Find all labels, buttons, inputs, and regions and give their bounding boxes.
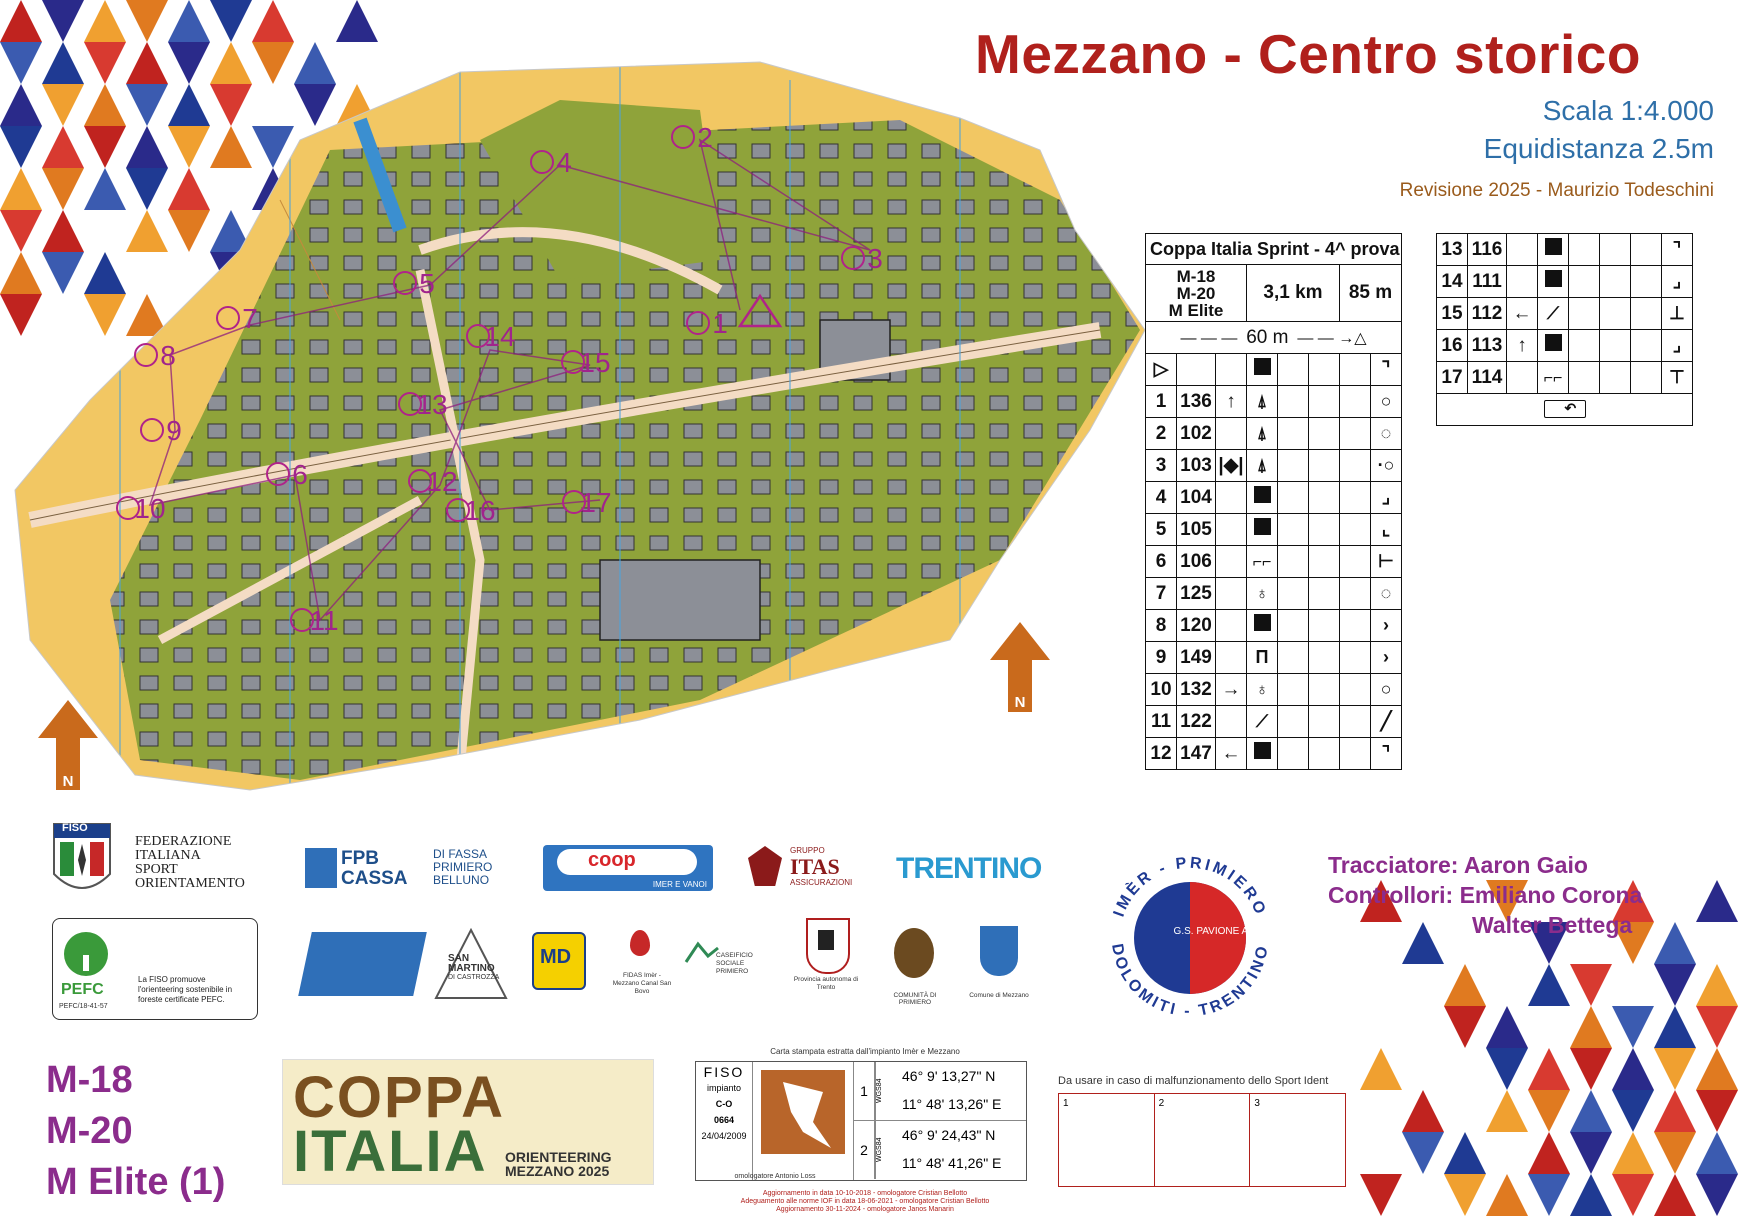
coppa-italia-logo: COPPA ITALIA ORIENTEERING MEZZANO 2025 (282, 1059, 654, 1185)
control-location: ·○ (1371, 450, 1402, 482)
course-setter: Tracciatore: Aaron Gaio (1328, 852, 1588, 878)
backup-box-1[interactable]: 1 (1059, 1094, 1155, 1186)
control-row (1146, 738, 1402, 770)
control-row (1146, 450, 1402, 482)
control-number-3: 3 (867, 243, 883, 274)
control-number-13: 13 (416, 389, 448, 420)
md-logo: MD (532, 932, 586, 990)
control-number-10: 10 (134, 493, 166, 524)
itas-logo: GRUPPO ITAS ASSICURAZIONI (748, 846, 874, 890)
trentino-logo: TRENTINO (896, 852, 1042, 885)
control-feature: ⍋ (1247, 386, 1278, 418)
control-number: 14 (1437, 266, 1468, 298)
control-number-16: 16 (464, 495, 496, 526)
control-which: ↑ (1216, 386, 1247, 418)
control-number: 3 (1146, 450, 1177, 482)
control-location: ◌ (1371, 418, 1402, 450)
san-martino-logo: SAN MARTINO DI CASTROZZA (434, 928, 508, 1000)
course-climb: 85 m (1340, 265, 1402, 322)
control-number-11: 11 (309, 605, 339, 636)
control-code: 114 (1468, 362, 1507, 394)
categories-label (46, 1055, 225, 1208)
control-row (1146, 418, 1402, 450)
control-which (1216, 642, 1247, 674)
control-number-4: 4 (556, 147, 572, 178)
control-feature (1247, 514, 1278, 546)
control-code: 125 (1177, 578, 1216, 610)
orienteering-map (0, 0, 1160, 800)
control-feature (1538, 330, 1569, 362)
control-which (1216, 546, 1247, 578)
control-number-6: 6 (292, 459, 308, 490)
control-number: 6 (1146, 546, 1177, 578)
control-location: ⌟ (1662, 330, 1693, 362)
control-row (1437, 266, 1693, 298)
control-code: 106 (1177, 546, 1216, 578)
fiso-name: FEDERAZIONE ITALIANA SPORT ORIENTAMENTO (135, 834, 245, 891)
control-number-15: 15 (579, 347, 611, 378)
provincia-trento-logo: Provincia autonoma di Trento (796, 918, 856, 1008)
revision-note: Revisione 2025 - Maurizio Todeschini (1399, 180, 1714, 201)
control-feature (1247, 482, 1278, 514)
comune-mezzano-logo: Comune di Mezzano (968, 926, 1030, 1006)
pefc-box: PEFC PEFC/18-41-57 La FISO promuove l'orienteering sostenibile in foreste certificate PEFC. (52, 918, 258, 1020)
control-location: ◌ (1371, 578, 1402, 610)
control-which (1507, 234, 1538, 266)
controllers: Controllori: Emiliano Corona (1328, 882, 1643, 908)
control-row (1146, 642, 1402, 674)
credits (1328, 850, 1642, 940)
svg-text:IMÈR - PRIMIERO: IMÈR - PRIMIERO (1110, 854, 1270, 920)
control-which: → (1216, 674, 1247, 706)
control-location: ⊥ (1662, 298, 1693, 330)
category-3: M Elite (1) (46, 1161, 226, 1203)
course-length: 3,1 km (1247, 265, 1340, 322)
control-code: 116 (1468, 234, 1507, 266)
pefc-tree-icon (61, 929, 111, 979)
cassa-rurale-logo: FPB CASSA DI FASSA PRIMIERO BELLUNO (305, 848, 505, 890)
control-row (1437, 362, 1693, 394)
control-feature: ♁ (1247, 578, 1278, 610)
contour-interval: Equidistanza 2.5m (1483, 133, 1714, 164)
event-name: Coppa Italia Sprint - 4^ prova (1146, 234, 1402, 265)
control-code: 111 (1468, 266, 1507, 298)
control-feature: ⌐⌐ (1247, 546, 1278, 578)
control-row (1146, 482, 1402, 514)
control-location: ╱ (1371, 706, 1402, 738)
control-location: ⊤ (1662, 362, 1693, 394)
control-number-8: 8 (160, 340, 176, 371)
control-location: › (1371, 610, 1402, 642)
marked-route-distance: 60 m (1246, 326, 1289, 348)
course-categories: M-18 M-20 M Elite (1146, 265, 1247, 322)
azienda-consorziale-logo (298, 932, 427, 996)
start-icon: ▷ (1146, 354, 1177, 386)
control-location: › (1371, 642, 1402, 674)
sportident-note: Da usare in caso di malfunzionamento dello Sport Ident (1058, 1075, 1329, 1087)
control-feature: ⍋ (1247, 450, 1278, 482)
category-2: M-20 (46, 1110, 133, 1152)
control-number: 8 (1146, 610, 1177, 642)
control-location: ⌟ (1662, 266, 1693, 298)
control-which (1216, 706, 1247, 738)
italy-map-icon (753, 1062, 854, 1180)
control-feature: ♁ (1247, 674, 1278, 706)
control-code: 132 (1177, 674, 1216, 706)
control-number-1: 1 (712, 308, 728, 339)
control-number: 13 (1437, 234, 1468, 266)
control-number: 10 (1146, 674, 1177, 706)
control-code: 122 (1177, 706, 1216, 738)
control-number-7: 7 (242, 303, 258, 334)
comunita-primiero-logo: COMUNITÀ DI PRIMIERO (880, 928, 950, 1004)
control-number-2: 2 (697, 122, 713, 153)
control-feature (1538, 266, 1569, 298)
control-number: 2 (1146, 418, 1177, 450)
svg-text:DOLOMITI - TRENTINO: DOLOMITI - TRENTINO (1108, 942, 1273, 1021)
control-description-sheet-continued (1436, 233, 1693, 426)
controller-second: Walter Bettega (1472, 912, 1633, 938)
control-number: 9 (1146, 642, 1177, 674)
control-which: |◆| (1216, 450, 1247, 482)
map-title: Mezzano - Centro storico (975, 23, 1641, 85)
control-code: 149 (1177, 642, 1216, 674)
control-which: ← (1507, 298, 1538, 330)
control-which (1216, 610, 1247, 642)
control-row (1146, 706, 1402, 738)
control-location: ○ (1371, 386, 1402, 418)
control-number: 4 (1146, 482, 1177, 514)
north-label-right: N (1014, 694, 1026, 711)
control-which (1507, 362, 1538, 394)
backup-box-2[interactable]: 2 (1155, 1094, 1251, 1186)
homologation-updates: Aggiornamento in data 10-10-2018 - omologatore Cristian Bellotto Adeguamento alle norme IOF in data 18-06-2021 - omologatore Cristian Bellotto Aggiornamento 30-11-2024 - omologatore Janos Manarin (740, 1190, 990, 1213)
control-location: ⌟ (1371, 482, 1402, 514)
coop-logo: coop IMER E VANOI (543, 845, 713, 891)
control-feature (1247, 610, 1278, 642)
marked-route-row: — — — 60 m — — →△ (1146, 322, 1402, 354)
control-code: 147 (1177, 738, 1216, 770)
control-code: 136 (1177, 386, 1216, 418)
control-number-12: 12 (426, 466, 458, 497)
homologation-omologatore: omologatore Antonio Loss (734, 1173, 816, 1180)
control-row (1437, 298, 1693, 330)
control-description-sheet (1145, 233, 1402, 770)
control-row (1146, 386, 1402, 418)
control-which (1216, 482, 1247, 514)
control-number-14: 14 (484, 321, 516, 352)
finish-row (1437, 394, 1693, 426)
control-number: 5 (1146, 514, 1177, 546)
control-which: ← (1216, 738, 1247, 770)
map-scale: Scala 1:4.000 (1542, 95, 1714, 126)
control-row (1146, 674, 1402, 706)
control-row (1437, 234, 1693, 266)
homologation-header: Carta stampata estratta dall'impianto Imèr e Mezzano (770, 1047, 960, 1056)
control-row (1146, 578, 1402, 610)
control-location: ⌝ (1371, 738, 1402, 770)
control-feature: ⟋ (1538, 298, 1569, 330)
control-feature: Π (1247, 642, 1278, 674)
homologation-box: FISO impianto C-O 0664 24/04/2009 1 WGS84 46° 9' 13,27" N 11° 48' 13,26" E 2 WGS84 46° 9' 24,43" N 11° 48' 41,26" E (695, 1061, 1027, 1181)
control-number-5: 5 (419, 268, 435, 299)
control-which (1507, 266, 1538, 298)
control-number: 12 (1146, 738, 1177, 770)
control-number: 11 (1146, 706, 1177, 738)
control-number: 7 (1146, 578, 1177, 610)
control-number: 15 (1437, 298, 1468, 330)
control-feature: ⌐⌐ (1538, 362, 1569, 394)
backup-box-3[interactable]: 3 (1254, 1098, 1260, 1109)
control-feature (1538, 234, 1569, 266)
control-row (1437, 330, 1693, 362)
control-code: 113 (1468, 330, 1507, 362)
gs-pavione-logo (1090, 838, 1290, 1038)
start-row: ▷ ⌝ (1146, 354, 1402, 386)
sportident-backup-boxes[interactable] (1058, 1093, 1346, 1187)
control-number: 17 (1437, 362, 1468, 394)
control-feature: ⟋ (1247, 706, 1278, 738)
control-row (1146, 610, 1402, 642)
control-feature (1247, 738, 1278, 770)
finish-funnel-icon: ↶ (1544, 400, 1586, 418)
control-code: 120 (1177, 610, 1216, 642)
control-number-17: 17 (580, 487, 612, 518)
control-feature: ⍋ (1247, 418, 1278, 450)
control-which: ↑ (1507, 330, 1538, 362)
control-number: 1 (1146, 386, 1177, 418)
control-code: 104 (1177, 482, 1216, 514)
control-row (1146, 514, 1402, 546)
control-number: 16 (1437, 330, 1468, 362)
control-code: 112 (1468, 298, 1507, 330)
control-which (1216, 514, 1247, 546)
control-location: ⌞ (1371, 514, 1402, 546)
control-row (1146, 546, 1402, 578)
control-location: ○ (1371, 674, 1402, 706)
category-1: M-18 (46, 1059, 133, 1101)
control-code: 103 (1177, 450, 1216, 482)
control-location: ⊢ (1371, 546, 1402, 578)
control-location: ⌝ (1662, 234, 1693, 266)
fiso-shield-logo: FISO (52, 822, 112, 902)
control-code: 105 (1177, 514, 1216, 546)
fidas-logo: FIDAS Imèr - Mezzano Canal San Bovo (610, 930, 670, 996)
control-which (1216, 578, 1247, 610)
svg-text:G.S. PAVIONE A.S.D.: G.S. PAVIONE A.S.D. (1173, 926, 1271, 937)
north-label-left: N (62, 773, 74, 790)
caseificio-logo: CASEIFICIO SOCIALE PRIMIERO (684, 940, 774, 988)
control-number-9: 9 (166, 415, 182, 446)
control-code: 102 (1177, 418, 1216, 450)
control-which (1216, 418, 1247, 450)
